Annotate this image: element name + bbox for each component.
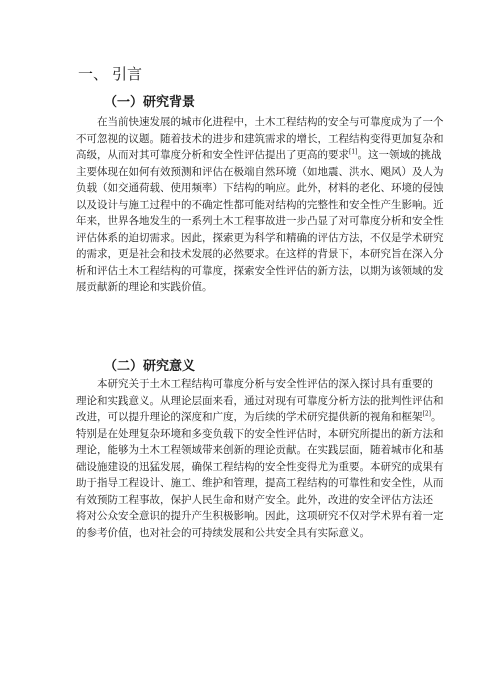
line-text-after: 。 [431, 411, 442, 423]
line-text: 理论，能够为土木工程领域带来创新的理论贡献。在实践层面，随着城市化和基 [76, 444, 444, 456]
line-text: 本研究关于土木工程结构可靠度分析与安全性评估的深入探讨具有重要的 [97, 378, 433, 390]
line-text-after: 。这一领域的挑战 [357, 149, 442, 161]
paragraph-significance [76, 376, 444, 541]
line-text: 高级，从而对其可靠度分析和安全性评估提出了更高的要求 [76, 149, 349, 161]
subsection-heading-background: （一）研究背景 [104, 95, 196, 110]
paragraph-line [76, 409, 442, 426]
line-text: 将对公众安全意识的提升产生积极影响。因此，这项研究不仅对学术界有着一定 [76, 510, 444, 522]
section-number: 一、 [78, 65, 109, 83]
line-text: 评估体系的迫切需求。因此，探索更为科学和精确的评估方法，不仅是学术研究 [76, 231, 444, 244]
line-text: 以及设计与施工过程中的不确定性都可能对结构的完整性和安全性产生影响。近 [76, 198, 444, 211]
citation-ref: [1] [349, 148, 358, 156]
paragraph-line [76, 508, 444, 525]
paragraph-line [76, 263, 444, 280]
line-text: 础设施建设的迅猛发展，确保工程结构的安全性变得尤为重要。本研究的成果有 [76, 460, 444, 473]
line-text: 主要体现在如何有效预测和评估在极端自然环境（如地震、洪水、飓风）及人为 [76, 165, 444, 178]
paragraph-line [76, 180, 444, 197]
line-text: 不可忽视的议题。随着技术的进步和建筑需求的增长，工程结构变得更加复杂和 [76, 132, 444, 145]
paragraph-background [76, 114, 444, 296]
line-text: 在当前快速发展的城市化进程中，土木工程结构的安全与可靠度成为了一个 [97, 116, 444, 128]
subsection-heading-significance: （二）研究意义 [104, 359, 196, 374]
paragraph-line [76, 114, 444, 131]
line-text: 改进，可以提升理论的深度和广度，为后续的学术研究提供新的视角和框架 [76, 411, 423, 423]
citation-ref: [2] [422, 410, 431, 418]
line-text: 析和评估土木工程结构的可靠度，探索安全性评估的新方法，以期为该领域的发 [76, 264, 444, 277]
paragraph-line [76, 376, 432, 393]
line-text: 理论和实践意义。从理论层面来看，通过对现有可靠度分析方法的批判性评估和 [76, 394, 444, 407]
line-text: 特别是在处理复杂环境和多变负载下的安全性评估时，本研究所提出的新方法和 [76, 427, 444, 440]
paragraph-line [76, 393, 444, 410]
line-text: 负载（如交通荷载、使用频率）下结构的响应。此外，材料的老化、环境的侵蚀 [76, 182, 444, 194]
paragraph-line [76, 197, 444, 214]
paragraph-line [76, 147, 442, 164]
paragraph-line [76, 525, 432, 542]
section-title: 引言 [112, 65, 143, 83]
paragraph-line [76, 459, 444, 476]
paragraph-line [76, 230, 444, 247]
line-text: 展贡献新的理论和实践价值。 [76, 281, 213, 293]
paragraph-line [76, 442, 444, 459]
section-heading [78, 64, 142, 84]
line-text: 的需求，更是社会和技术发展的必然要求。在这样的背景下，本研究旨在深入分 [76, 248, 444, 260]
line-text: 的参考价值，也对社会的可持续发展和公共安全具有实际意义。 [76, 526, 370, 539]
paragraph-line [76, 213, 444, 230]
line-text: 有效预防工程事故，保护人民生命和财产安全。此外，改进的安全评估方法还 [76, 493, 433, 506]
paragraph-line [76, 246, 444, 263]
paragraph-line [76, 131, 444, 148]
paragraph-line [76, 426, 444, 443]
line-text: 年来，世界各地发生的一系列土木工程事故进一步凸显了对可靠度分析和安全性 [76, 215, 444, 227]
paragraph-line [76, 164, 444, 181]
paragraph-line [76, 279, 432, 296]
paragraph-line [76, 475, 444, 492]
line-text: 助于指导工程设计、施工、维护和管理，提高工程结构的可靠性和安全性，从而 [76, 477, 444, 489]
paragraph-line [76, 492, 432, 509]
